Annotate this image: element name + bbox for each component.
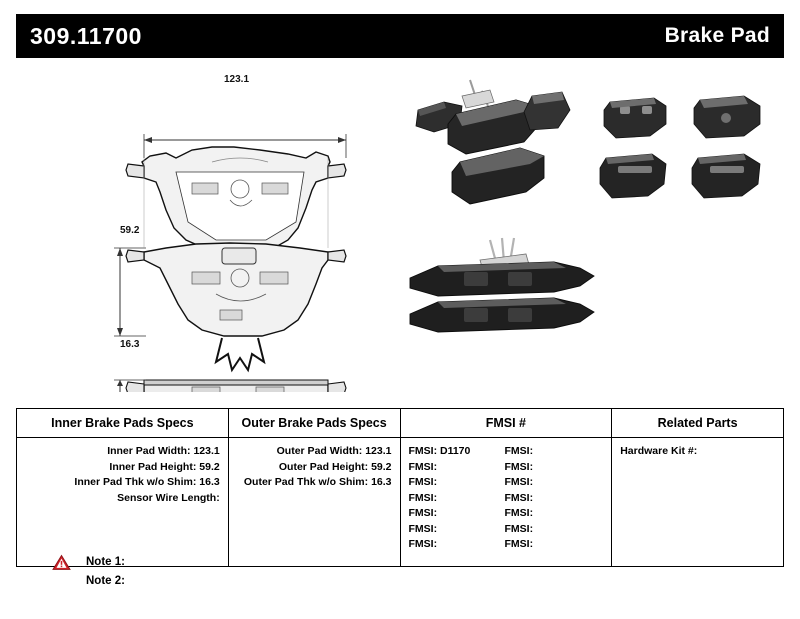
fmsi-label: FMSI: xyxy=(504,522,534,535)
fmsi-label: FMSI: xyxy=(504,507,534,519)
pad-orthographic-views xyxy=(16,62,406,392)
fmsi-label: FMSI: xyxy=(408,507,438,519)
fmsi-label: FMSI: xyxy=(504,476,534,488)
spec-label: Outer Pad Width: xyxy=(276,445,363,457)
pad-side-view xyxy=(126,380,346,392)
fmsi-row xyxy=(409,491,604,507)
pad-front-view xyxy=(126,243,346,370)
fmsi-row xyxy=(409,460,604,476)
spec-value: 123.1 xyxy=(193,445,220,457)
cell-related-parts xyxy=(612,438,783,566)
part-number: 309.11700 xyxy=(30,22,142,49)
spec-label: Sensor Wire Length: xyxy=(117,491,220,504)
spec-label: Outer Pad Thk w/o Shim: xyxy=(243,476,369,488)
related-part-hardware-kit xyxy=(620,444,775,460)
header-outer-specs: Outer Brake Pads Specs xyxy=(229,409,401,437)
spec-value: 16.3 xyxy=(199,476,220,488)
spec-label: Outer Pad Height: xyxy=(278,460,369,473)
header-fmsi: FMSI # xyxy=(401,409,613,437)
specifications-table xyxy=(16,408,784,567)
pad-top-view xyxy=(126,147,346,252)
dimension-label-thickness: 16.3 xyxy=(120,339,140,350)
spec-value: 16.3 xyxy=(371,476,392,488)
note-1-label: Note 1: xyxy=(86,555,125,568)
table-header-row xyxy=(17,409,783,438)
spec-label: Inner Pad Thk w/o Shim: xyxy=(74,476,197,488)
photo-pad-set-angled xyxy=(416,80,570,204)
spec-value: 59.2 xyxy=(199,460,220,473)
title-bar xyxy=(16,14,784,58)
fmsi-row xyxy=(409,444,604,460)
fmsi-label: FMSI: xyxy=(504,538,534,550)
fmsi-label: FMSI: xyxy=(408,476,438,488)
spec-inner-pad-thickness xyxy=(25,475,220,491)
fmsi-row xyxy=(409,522,604,538)
photo-pad-pair-with-sensor xyxy=(410,238,594,332)
fmsi-label: FMSI: xyxy=(504,460,534,473)
cell-outer-specs xyxy=(229,438,401,566)
cell-fmsi xyxy=(401,438,613,566)
fmsi-value: D1170 xyxy=(440,445,471,457)
fmsi-label: FMSI: xyxy=(408,491,438,504)
dimension-label-height: 59.2 xyxy=(120,225,140,236)
cell-inner-specs xyxy=(17,438,229,566)
spec-outer-pad-thickness xyxy=(237,475,392,491)
fmsi-row xyxy=(409,475,604,491)
spec-outer-pad-width xyxy=(237,444,392,460)
fmsi-row xyxy=(409,537,604,553)
product-type: Brake Pad xyxy=(664,24,770,47)
fmsi-label: FMSI: xyxy=(408,538,438,550)
spec-outer-pad-height xyxy=(237,460,392,476)
fmsi-label: FMSI: xyxy=(408,522,438,535)
spec-inner-pad-width xyxy=(25,444,220,460)
photo-pad-set-four xyxy=(600,96,760,198)
table-body-row xyxy=(17,438,783,566)
fmsi-label: FMSI: xyxy=(408,445,438,457)
fmsi-row xyxy=(409,506,604,522)
notes-section xyxy=(52,552,352,590)
note-row-2 xyxy=(52,571,352,590)
technical-drawing xyxy=(16,62,784,392)
fmsi-label: FMSI: xyxy=(504,491,534,504)
spec-label: Inner Pad Height: xyxy=(109,460,197,473)
spec-label: Inner Pad Width: xyxy=(107,445,191,457)
spec-sensor-wire-length xyxy=(25,491,220,507)
warning-icon xyxy=(52,554,71,571)
pad-product-photos xyxy=(404,62,784,392)
related-label: Hardware Kit #: xyxy=(620,445,698,457)
header-inner-specs: Inner Brake Pads Specs xyxy=(17,409,229,437)
spec-inner-pad-height xyxy=(25,460,220,476)
header-related-parts: Related Parts xyxy=(657,416,738,430)
fmsi-label: FMSI: xyxy=(408,460,438,473)
note-row-1 xyxy=(52,552,352,571)
note-2-label: Note 2: xyxy=(86,574,125,587)
spec-value: 59.2 xyxy=(371,460,392,473)
dimension-label-width: 123.1 xyxy=(224,74,250,85)
spec-value: 123.1 xyxy=(365,445,392,457)
fmsi-label: FMSI: xyxy=(504,445,534,457)
